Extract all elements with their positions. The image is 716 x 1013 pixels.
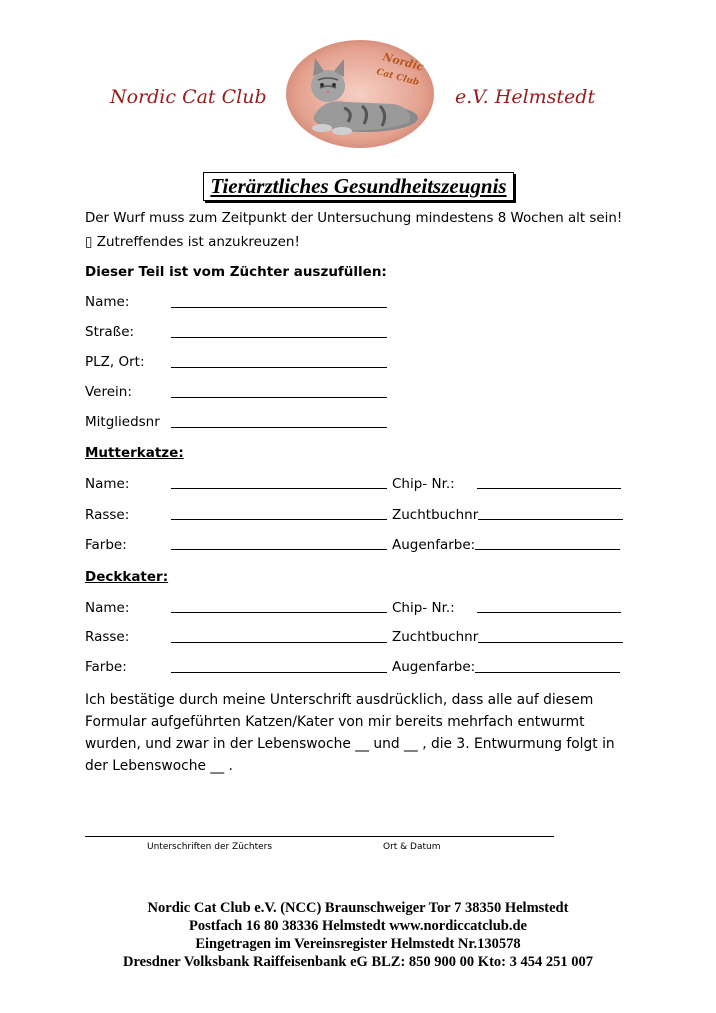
father-color-label: Farbe: xyxy=(85,659,127,675)
footer-register-line: Eingetragen im Vereinsregister Helmstedt Nr.130578 xyxy=(195,936,521,952)
mother-color-input-line[interactable] xyxy=(171,549,387,550)
breeder-member-input-line[interactable] xyxy=(171,427,387,428)
mother-breed-input-line[interactable] xyxy=(171,519,387,520)
footer-address-line: Nordic Cat Club e.V. (NCC) Braunschweiger Tor 7 38350 Helmstedt xyxy=(147,900,569,916)
cat-logo-icon xyxy=(284,38,436,150)
club-name-left: Nordic Cat Club xyxy=(110,86,267,108)
footer-postbox-line: Postfach 16 80 38336 Helmstedt www.nordiccatclub.de xyxy=(189,918,527,934)
mother-chip-input-line[interactable] xyxy=(477,488,621,489)
father-breed-input-line[interactable] xyxy=(171,642,387,643)
signature-label-breeder: Unterschriften der Züchters xyxy=(147,842,273,852)
breeder-field-club-label: Verein: xyxy=(85,384,132,400)
logo-text-2: Cat Club xyxy=(375,67,421,89)
signature-line[interactable] xyxy=(85,836,554,837)
mother-section-heading: Mutterkatze: xyxy=(85,445,184,461)
breeder-field-name-label: Name: xyxy=(85,294,130,310)
father-chip-label: Chip- Nr.: xyxy=(392,600,455,616)
father-name-input-line[interactable] xyxy=(171,612,387,613)
mother-studbook-label: Zuchtbuchnr xyxy=(392,507,479,523)
father-name-label: Name: xyxy=(85,600,130,616)
intro-line-1: Der Wurf muss zum Zeitpunkt der Untersuchung mindestens 8 Wochen alt sein! xyxy=(85,211,623,226)
mother-name-label: Name: xyxy=(85,476,130,492)
father-eyecolor-label: Augenfarbe: xyxy=(392,659,476,675)
confirmation-line-1: Ich bestätige durch meine Unterschrift ausdrücklich, dass alle auf diesem xyxy=(85,692,594,708)
breeder-name-input-line[interactable] xyxy=(171,307,387,308)
mother-chip-label: Chip- Nr.: xyxy=(392,476,455,492)
club-name-right: e.V. Helmstedt xyxy=(455,86,596,108)
intro-line-2: ▯ Zutreffendes ist anzukreuzen! xyxy=(85,234,300,250)
father-studbook-input-line[interactable] xyxy=(478,642,623,643)
father-studbook-label: Zuchtbuchnr xyxy=(392,629,479,645)
logo-text-1: Nordic xyxy=(381,50,425,74)
mother-studbook-input-line[interactable] xyxy=(478,519,623,520)
breeder-section-heading: Dieser Teil ist vom Züchter auszufüllen: xyxy=(85,264,387,280)
mother-eyecolor-label: Augenfarbe: xyxy=(392,537,476,553)
breeder-street-input-line[interactable] xyxy=(171,337,387,338)
confirmation-line-3: wurden, und zwar in der Lebenswoche __ und __ , die 3. Entwurmung folgt in xyxy=(85,736,615,752)
mother-eyecolor-input-line[interactable] xyxy=(475,549,620,550)
father-eyecolor-input-line[interactable] xyxy=(475,672,620,673)
father-chip-input-line[interactable] xyxy=(477,612,621,613)
confirmation-line-4: der Lebenswoche __ . xyxy=(85,758,233,774)
footer-bank-line: Dresdner Volksbank Raiffeisenbank eG BLZ: 850 900 00 Kto: 3 454 251 007 xyxy=(123,954,593,970)
father-breed-label: Rasse: xyxy=(85,629,130,645)
mother-color-label: Farbe: xyxy=(85,537,127,553)
signature-label-place-date: Ort & Datum xyxy=(383,842,441,852)
mother-breed-label: Rasse: xyxy=(85,507,130,523)
confirmation-line-2: Formular aufgeführten Katzen/Kater von mir bereits mehrfach entwurmt xyxy=(85,714,585,730)
breeder-city-input-line[interactable] xyxy=(171,367,387,368)
breeder-field-city-label: PLZ, Ort: xyxy=(85,354,145,370)
breeder-field-member-label: Mitgliedsnr xyxy=(85,414,160,430)
breeder-field-street-label: Straße: xyxy=(85,324,135,340)
page-title: Tierärztliches Gesundheitszeugnis xyxy=(203,172,514,201)
club-logo xyxy=(284,38,436,150)
father-section-heading: Deckkater: xyxy=(85,569,169,585)
father-color-input-line[interactable] xyxy=(171,672,387,673)
breeder-club-input-line[interactable] xyxy=(171,397,387,398)
mother-name-input-line[interactable] xyxy=(171,488,387,489)
